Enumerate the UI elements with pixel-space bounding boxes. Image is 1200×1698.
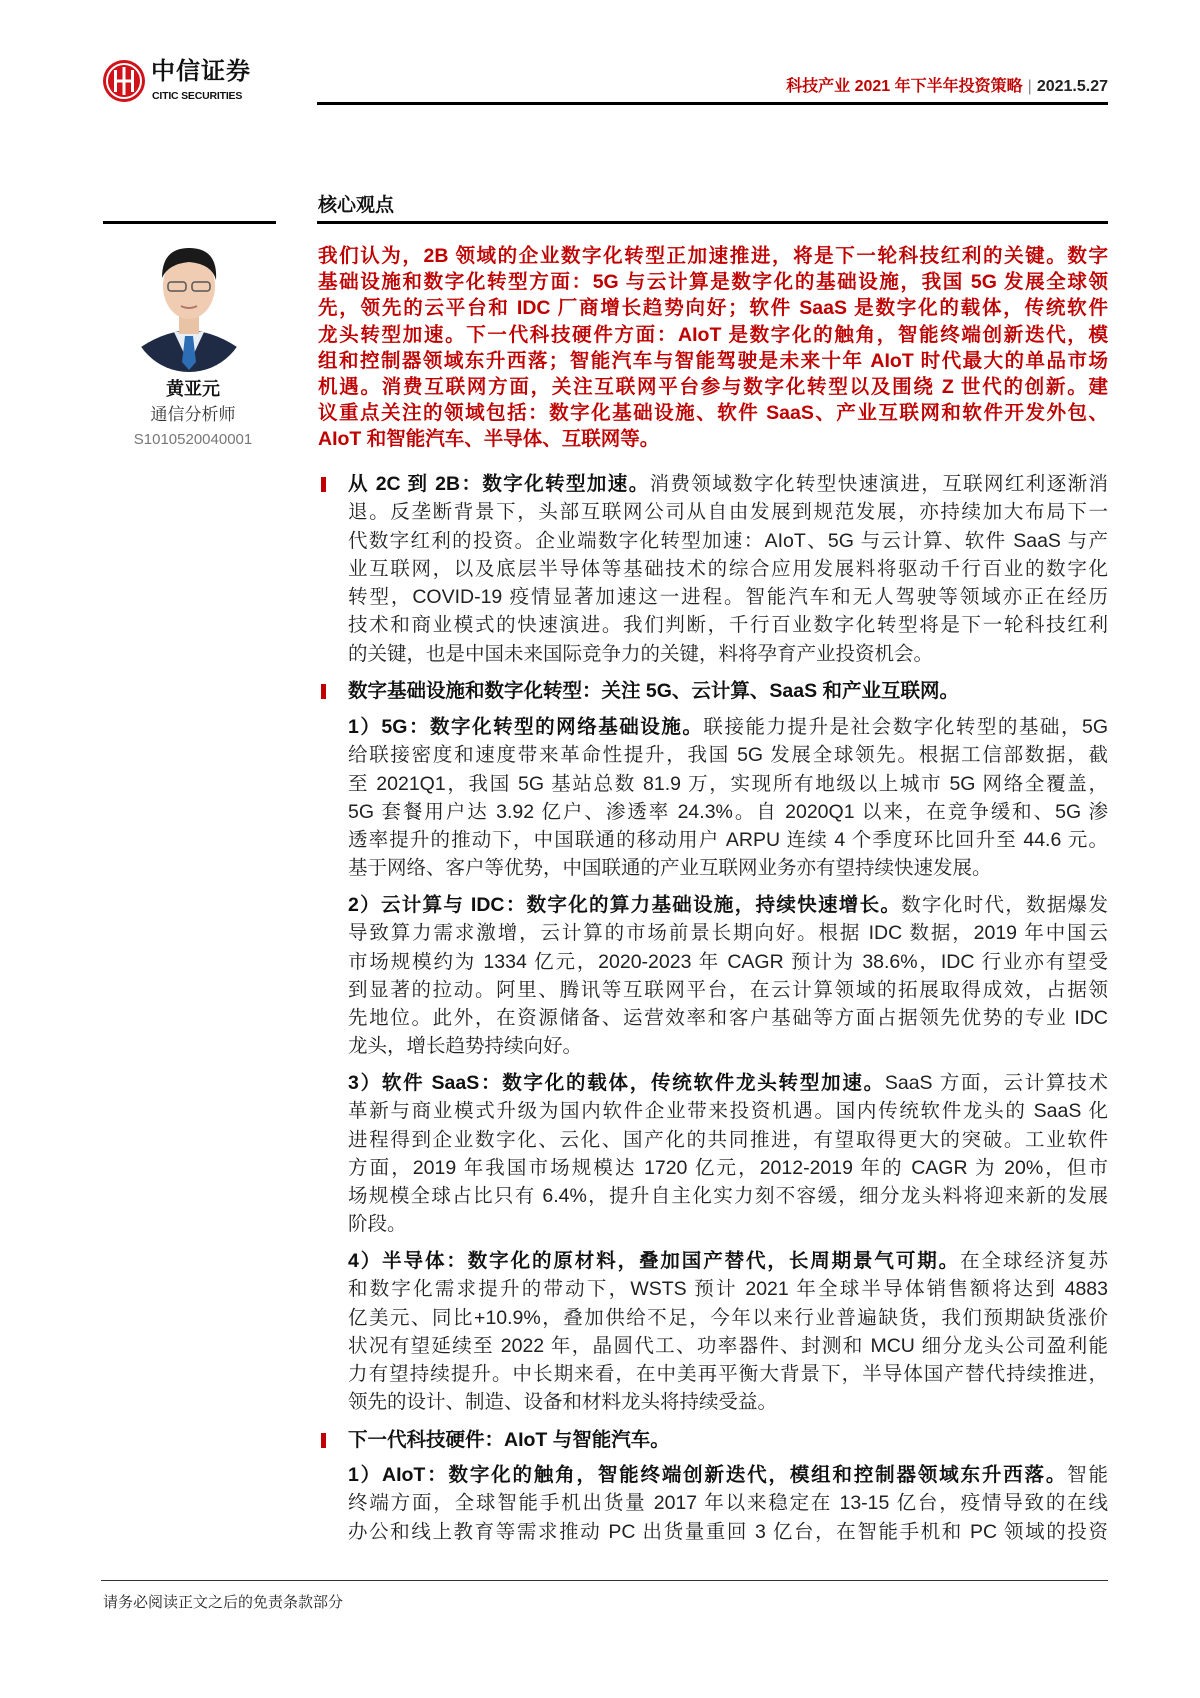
- paragraph-lead: 2）云计算与 IDC：数字化的算力基础设施，持续快速增长。: [348, 894, 902, 916]
- paragraph-line: 的关键，也是中国未来国际竞争力的关键，料将孕育产业投资机会。: [348, 642, 934, 665]
- paragraph-line: 基于网络、客户等优势，中国联通的产业互联网业务亦有望持续快速发展。: [348, 857, 992, 880]
- sidebar-rule: [103, 221, 276, 224]
- paragraph-line: 方面，2019 年我国市场规模达 1720 亿元，2012-2019 年的 CAGR 为 20%，但市: [348, 1156, 1108, 1179]
- summary-line: 先，领先的云平台和 IDC 厂商增长趋势向好；软件 SaaS 是数字化的载体，传统软件: [318, 297, 1108, 320]
- paragraph-line: 力有望持续提升。中长期来看，在中美再平衡大背景下，半导体国产替代持续推进，: [348, 1363, 1108, 1386]
- citic-securities-logo: [103, 56, 273, 106]
- header-separator: |: [1027, 78, 1032, 95]
- paragraph-line: [348, 1426, 1108, 1454]
- paragraph-line: [348, 1461, 1108, 1489]
- paragraph-text: 消费领域数字化转型快速演进，互联网红利逐渐消: [649, 473, 1108, 495]
- paragraph-line: 亿美元、同比+10.9%，叠加供给不足，今年以来行业普遍缺货，我们预期缺货涨价: [348, 1306, 1108, 1329]
- report-title: 科技产业 2021 年下半年投资策略: [786, 78, 1023, 95]
- paragraph-line: 转型，COVID-19 疫情显著加速这一进程。智能汽车和无人驾驶等领域亦正在经历: [348, 586, 1108, 609]
- paragraph-line: [348, 677, 1108, 705]
- paragraph-lead: 1）AIoT：数字化的触角，智能终端创新迭代，模组和控制器领域东升西落。: [348, 1464, 1068, 1486]
- paragraph-line: 到显著的拉动。阿里、腾讯等互联网平台，在云计算领域的拓展取得成效，占据领: [348, 978, 1108, 1001]
- paragraph-line: 导致算力需求激增，云计算的市场前景长期向好。根据 IDC 数据，2019 年中国云: [348, 922, 1108, 945]
- sub-paragraph: [348, 1461, 1108, 1546]
- paragraph-line: 办公和线上教育等需求推动 PC 出货量重回 3 亿台，在智能手机和 PC 领域的投资: [348, 1520, 1108, 1543]
- red-bullet-marker: [321, 477, 326, 492]
- paragraph-text: 智能: [1067, 1464, 1108, 1486]
- sub-paragraph: [348, 1069, 1108, 1239]
- bullet-paragraph: [348, 677, 1108, 705]
- summary-line: 议重点关注的领域包括：数字化基础设施、软件 SaaS、产业互联网和软件开发外包、: [318, 402, 1108, 425]
- paragraph-text: 数字化时代，数据爆发: [901, 894, 1108, 916]
- summary-line: 我们认为，2B 领域的企业数字化转型正加速推进，将是下一轮科技红利的关键。数字: [318, 245, 1108, 267]
- paragraph-line: 退。反垄断背景下，头部互联网公司从自由发展到规范发展，亦持续加大布局下一: [348, 501, 1108, 524]
- paragraph-line: 状况有望延续至 2022 年，晶圆代工、功率器件、封测和 MCU 细分龙头公司盈利能: [348, 1334, 1108, 1357]
- paragraph-line: 进程得到企业数字化、云化、国产化的共同推进，有望取得更大的突破。工业软件: [348, 1128, 1108, 1151]
- paragraph-line: 给联接密度和速度带来革命性提升，我国 5G 发展全球领先。根据工信部数据，截: [348, 744, 1108, 767]
- paragraph-line: 透率提升的推动下，中国联通的移动用户 ARPU 连续 4 个季度环比回升至 44.6 元。: [348, 829, 1108, 852]
- paragraph-line: 代数字红利的投资。企业端数字化转型加速：AIoT、5G 与云计算、软件 SaaS 与产: [348, 529, 1108, 552]
- paragraph-line: 龙头，增长趋势持续向好。: [348, 1035, 583, 1058]
- report-date: 2021.5.27: [1036, 78, 1108, 95]
- paragraph-line: 至 2021Q1，我国 5G 基站总数 81.9 万，实现所有地级以上城市 5G 网络全覆盖，: [348, 772, 1108, 795]
- paragraph-line: 终端方面，全球智能手机出货量 2017 年以来稳定在 13-15 亿台，疫情导致的在线: [348, 1492, 1108, 1515]
- paragraph-line: 市场规模约为 1334 亿元，2020-2023 年 CAGR 预计为 38.6%，IDC 行业亦有望受: [348, 950, 1108, 973]
- header-rule: [317, 102, 1108, 105]
- bullet-paragraph: [348, 1426, 1108, 1454]
- paragraph-lead: 下一代科技硬件：AIoT 与智能汽车。: [348, 1429, 670, 1451]
- paragraph-line: [348, 1069, 1108, 1097]
- section-title: 核心观点: [318, 195, 395, 216]
- paragraph-text: 在全球经济复苏: [960, 1250, 1108, 1272]
- analyst-title: 通信分析师: [150, 405, 236, 424]
- footer-rule: [101, 1580, 1108, 1581]
- summary-line: 组和控制器领域东升西落；智能汽车与智能驾驶是未来十年 AIoT 时代最大的单品市场: [318, 349, 1108, 372]
- sub-paragraph: [348, 1247, 1108, 1417]
- sub-paragraph: [348, 891, 1108, 1061]
- disclaimer-note: 请务必阅读正文之后的免责条款部分: [103, 1594, 344, 1611]
- logo-text-cn: 中信证券: [151, 56, 251, 85]
- sub-paragraph: [348, 713, 1108, 883]
- paragraph-text: SaaS 方面，云计算技术: [884, 1072, 1109, 1094]
- analyst-name: 黄亚元: [166, 379, 220, 399]
- paragraph-line: [348, 470, 1108, 498]
- paragraph-lead: 4）半导体：数字化的原材料，叠加国产替代，长周期景气可期。: [348, 1250, 961, 1272]
- paragraph-line: 阶段。: [348, 1213, 407, 1236]
- analyst-photo: [130, 234, 248, 374]
- summary-line: 机遇。消费互联网方面，关注互联网平台参与数字化转型以及围绕 Z 世代的创新。建: [318, 375, 1108, 398]
- paragraph-line: 5G 套餐用户达 3.92 亿户、渗透率 24.3%。自 2020Q1 以来，在竞争缓和、5G 渗: [348, 800, 1108, 823]
- analyst-certificate-id: S1010520040001: [133, 431, 253, 448]
- section-rule: [317, 221, 1108, 224]
- paragraph-line: 先地位。此外，在资源储备、运营效率和客户基础等方面占据领先优势的专业 IDC: [348, 1007, 1108, 1030]
- paragraph-lead: 从 2C 到 2B：数字化转型加速。: [348, 473, 650, 495]
- citic-logo-icon: [103, 60, 145, 102]
- bullet-paragraph: [348, 470, 1108, 668]
- paragraph-line: 业互联网，以及底层半导体等基础技术的综合应用发展料将驱动千行百业的数字化: [348, 557, 1108, 580]
- paragraph-lead: 1）5G：数字化转型的网络基础设施。: [348, 716, 704, 738]
- logo-text-en: CITIC SECURITIES: [152, 90, 243, 102]
- paragraph-line: [348, 891, 1108, 919]
- summary-line: 基础设施和数字化转型方面：5G 与云计算是数字化的基础设施，我国 5G 发展全球领: [318, 271, 1108, 294]
- paragraph-lead: 数字基础设施和数字化转型：关注 5G、云计算、SaaS 和产业互联网。: [348, 680, 960, 702]
- paragraph-line: 场规模全球占比只有 6.4%，提升自主化实力刻不容缓，细分龙头料将迎来新的发展: [348, 1185, 1108, 1208]
- report-header: [786, 76, 1108, 98]
- paragraph-line: 革新与商业模式升级为国内软件企业带来投资机遇。国内传统软件龙头的 SaaS 化: [348, 1100, 1108, 1123]
- paragraph-line: [348, 1247, 1108, 1275]
- paragraph-line: 和数字化需求提升的带动下，WSTS 预计 2021 年全球半导体销售额将达到 4883: [348, 1278, 1108, 1301]
- summary-line: AIoT 和智能汽车、半导体、互联网等。: [318, 428, 660, 451]
- paragraph-line: [348, 713, 1108, 741]
- red-bullet-marker: [321, 1433, 326, 1448]
- paragraph-text: 联接能力提升是社会数字化转型的基础，5G: [703, 716, 1108, 738]
- summary-line: 龙头转型加速。下一代科技硬件方面：AIoT 是数字化的触角，智能终端创新迭代，模: [318, 323, 1108, 346]
- red-bullet-marker: [321, 684, 326, 699]
- core-view-summary: [318, 243, 1108, 453]
- paragraph-line: 领先的设计、制造、设备和材料龙头将持续受益。: [348, 1391, 778, 1414]
- paragraph-line: 技术和商业模式的快速演进。我们判断，千行百业数字化转型将是下一轮科技红利: [348, 614, 1108, 637]
- paragraph-lead: 3）软件 SaaS：数字化的载体，传统软件龙头转型加速。: [348, 1072, 885, 1094]
